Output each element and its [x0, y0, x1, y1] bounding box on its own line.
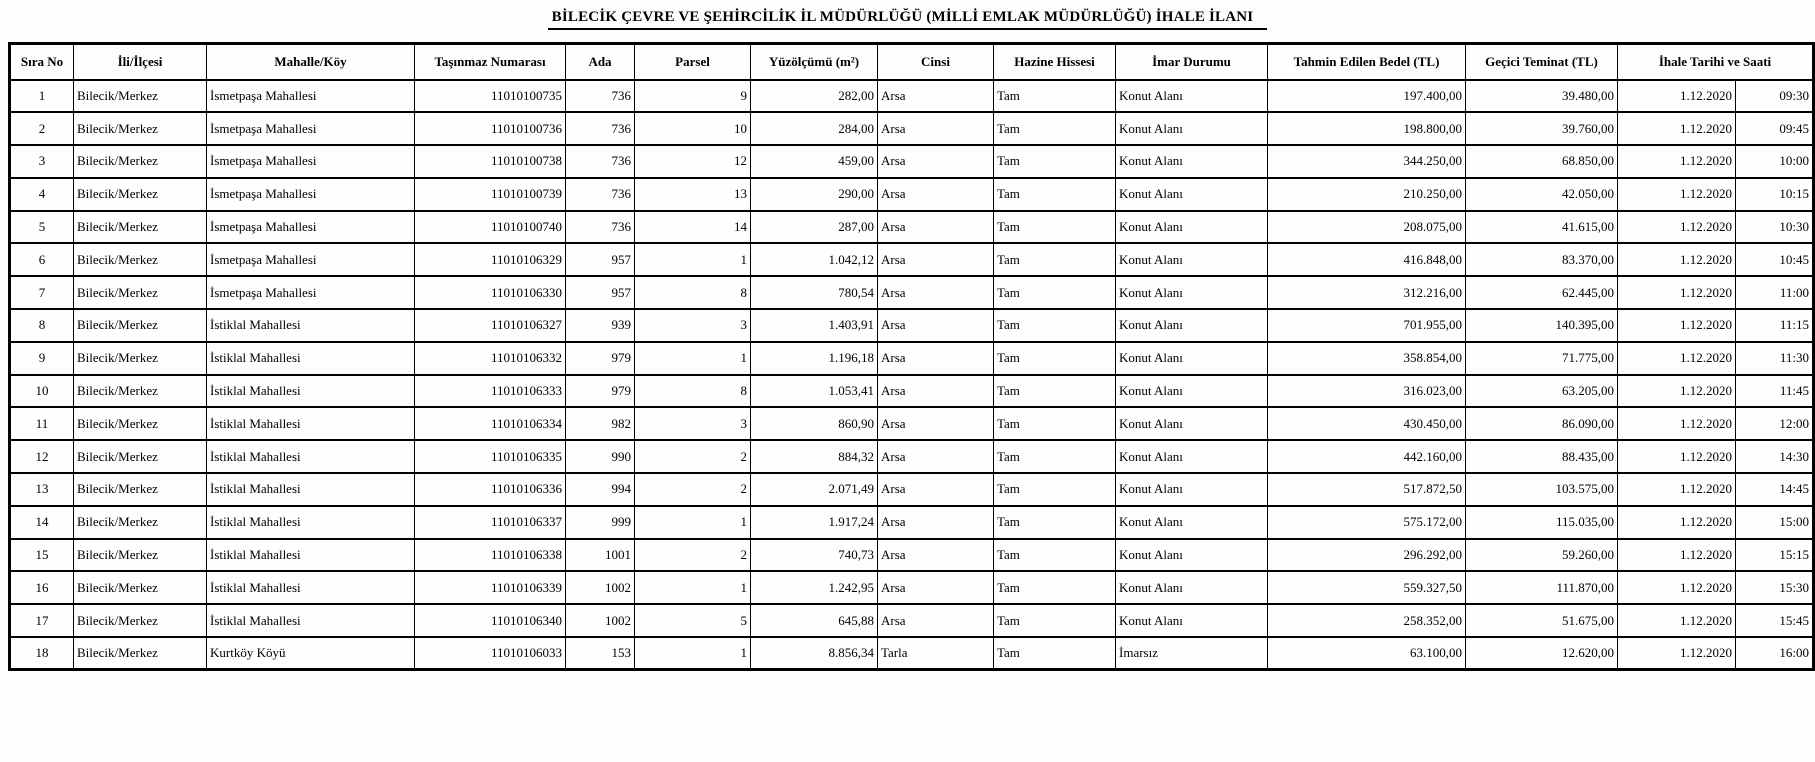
table-cell: Konut Alanı: [1116, 243, 1268, 276]
table-cell: 39.760,00: [1466, 112, 1618, 145]
table-cell: 1.242,95: [751, 571, 878, 604]
table-cell: 7: [10, 276, 74, 309]
table-cell: 15:15: [1736, 539, 1814, 572]
table-cell: 282,00: [751, 80, 878, 113]
table-cell: Tam: [994, 440, 1116, 473]
table-cell: 11010100738: [415, 145, 566, 178]
table-row: [10, 637, 1814, 670]
table-cell: 1002: [566, 571, 635, 604]
table-cell: 5: [635, 604, 751, 637]
table-cell: 11010106329: [415, 243, 566, 276]
table-cell: 103.575,00: [1466, 473, 1618, 506]
table-cell: Tam: [994, 506, 1116, 539]
table-cell: 3: [635, 309, 751, 342]
table-cell: Bilecik/Merkez: [74, 342, 207, 375]
table-cell: 1.12.2020: [1618, 440, 1736, 473]
table-cell: Tam: [994, 309, 1116, 342]
table-cell: İstiklal Mahallesi: [207, 539, 415, 572]
table-cell: 11010106338: [415, 539, 566, 572]
table-cell: Bilecik/Merkez: [74, 211, 207, 244]
table-cell: 1.042,12: [751, 243, 878, 276]
table-cell: 63.205,00: [1466, 375, 1618, 408]
table-cell: 15:45: [1736, 604, 1814, 637]
table-row: [10, 243, 1814, 276]
table-cell: 645,88: [751, 604, 878, 637]
table-cell: 296.292,00: [1268, 539, 1466, 572]
table-cell: 1.12.2020: [1618, 473, 1736, 506]
table-cell: 11010106333: [415, 375, 566, 408]
table-cell: 5: [10, 211, 74, 244]
table-cell: Bilecik/Merkez: [74, 309, 207, 342]
table-cell: Arsa: [878, 571, 994, 604]
table-cell: 358.854,00: [1268, 342, 1466, 375]
table-cell: Arsa: [878, 276, 994, 309]
table-cell: 11010106336: [415, 473, 566, 506]
table-cell: İmarsız: [1116, 637, 1268, 670]
table-cell: 11010106033: [415, 637, 566, 670]
table-cell: 86.090,00: [1466, 407, 1618, 440]
table-cell: 14: [635, 211, 751, 244]
column-header: Tahmin Edilen Bedel (TL): [1268, 44, 1466, 80]
table-cell: Bilecik/Merkez: [74, 539, 207, 572]
table-cell: 12:00: [1736, 407, 1814, 440]
table-cell: Konut Alanı: [1116, 506, 1268, 539]
table-cell: Tam: [994, 571, 1116, 604]
table-cell: 11010106340: [415, 604, 566, 637]
table-cell: 09:30: [1736, 80, 1814, 113]
table-cell: 42.050,00: [1466, 178, 1618, 211]
table-cell: Konut Alanı: [1116, 473, 1268, 506]
column-header: Mahalle/Köy: [207, 44, 415, 80]
table-cell: 999: [566, 506, 635, 539]
table-cell: Arsa: [878, 178, 994, 211]
table-cell: Tam: [994, 178, 1116, 211]
table-row: [10, 407, 1814, 440]
table-row: [10, 539, 1814, 572]
table-cell: Tam: [994, 539, 1116, 572]
table-cell: Tam: [994, 112, 1116, 145]
table-cell: 71.775,00: [1466, 342, 1618, 375]
table-cell: 2: [635, 473, 751, 506]
table-cell: 14: [10, 506, 74, 539]
column-header: İhale Tarihi ve Saati: [1618, 44, 1814, 80]
table-cell: 884,32: [751, 440, 878, 473]
table-cell: Tarla: [878, 637, 994, 670]
table-cell: 15:30: [1736, 571, 1814, 604]
table-cell: 1.12.2020: [1618, 112, 1736, 145]
table-cell: Konut Alanı: [1116, 178, 1268, 211]
table-cell: 1.403,91: [751, 309, 878, 342]
table-cell: Bilecik/Merkez: [74, 375, 207, 408]
table-cell: 208.075,00: [1268, 211, 1466, 244]
table-cell: 198.800,00: [1268, 112, 1466, 145]
table-cell: 10:15: [1736, 178, 1814, 211]
table-cell: 83.370,00: [1466, 243, 1618, 276]
table-cell: 287,00: [751, 211, 878, 244]
table-cell: 1: [635, 637, 751, 670]
table-cell: 575.172,00: [1268, 506, 1466, 539]
table-cell: 11:45: [1736, 375, 1814, 408]
table-row: [10, 571, 1814, 604]
table-cell: 957: [566, 243, 635, 276]
table-cell: 416.848,00: [1268, 243, 1466, 276]
column-header: İli/İlçesi: [74, 44, 207, 80]
table-cell: 979: [566, 375, 635, 408]
table-cell: Konut Alanı: [1116, 112, 1268, 145]
table-cell: 312.216,00: [1268, 276, 1466, 309]
table-cell: 1.12.2020: [1618, 80, 1736, 113]
table-cell: İstiklal Mahallesi: [207, 604, 415, 637]
table-cell: İstiklal Mahallesi: [207, 342, 415, 375]
table-cell: 1001: [566, 539, 635, 572]
table-cell: 68.850,00: [1466, 145, 1618, 178]
table-cell: 736: [566, 145, 635, 178]
table-cell: 13: [635, 178, 751, 211]
table-cell: 4: [10, 178, 74, 211]
table-cell: Konut Alanı: [1116, 342, 1268, 375]
table-cell: 10: [10, 375, 74, 408]
table-cell: Arsa: [878, 604, 994, 637]
table-cell: Konut Alanı: [1116, 375, 1268, 408]
table-cell: Tam: [994, 80, 1116, 113]
table-cell: 1.12.2020: [1618, 506, 1736, 539]
table-cell: Konut Alanı: [1116, 80, 1268, 113]
table-cell: Konut Alanı: [1116, 211, 1268, 244]
table-cell: 1.12.2020: [1618, 178, 1736, 211]
table-cell: Tam: [994, 375, 1116, 408]
table-cell: 258.352,00: [1268, 604, 1466, 637]
table-cell: 9: [10, 342, 74, 375]
table-cell: 11010106339: [415, 571, 566, 604]
table-cell: Arsa: [878, 342, 994, 375]
table-cell: 1.196,18: [751, 342, 878, 375]
column-header: Cinsi: [878, 44, 994, 80]
table-cell: Bilecik/Merkez: [74, 243, 207, 276]
table-cell: 1.12.2020: [1618, 145, 1736, 178]
table-cell: Konut Alanı: [1116, 571, 1268, 604]
table-cell: Tam: [994, 407, 1116, 440]
table-row: [10, 80, 1814, 113]
table-cell: 1.12.2020: [1618, 407, 1736, 440]
table-cell: 11010100739: [415, 178, 566, 211]
table-cell: İstiklal Mahallesi: [207, 375, 415, 408]
table-cell: 11010100740: [415, 211, 566, 244]
table-cell: Bilecik/Merkez: [74, 506, 207, 539]
table-cell: İstiklal Mahallesi: [207, 309, 415, 342]
table-cell: 16:00: [1736, 637, 1814, 670]
table-cell: 62.445,00: [1466, 276, 1618, 309]
table-row: [10, 342, 1814, 375]
table-cell: 284,00: [751, 112, 878, 145]
table-cell: 10: [635, 112, 751, 145]
table-cell: 12: [10, 440, 74, 473]
table-cell: Tam: [994, 604, 1116, 637]
table-cell: 1.12.2020: [1618, 342, 1736, 375]
page-title: BİLECİK ÇEVRE VE ŞEHİRCİLİK İL MÜDÜRLÜĞÜ (MİLLİ EMLAK MÜDÜRLÜĞÜ) İHALE İLANI: [548, 9, 1268, 30]
table-row: [10, 604, 1814, 637]
table-cell: 316.023,00: [1268, 375, 1466, 408]
table-cell: Bilecik/Merkez: [74, 276, 207, 309]
table-cell: Arsa: [878, 473, 994, 506]
table-cell: İstiklal Mahallesi: [207, 440, 415, 473]
table-cell: Konut Alanı: [1116, 604, 1268, 637]
table-cell: 957: [566, 276, 635, 309]
table-cell: 14:45: [1736, 473, 1814, 506]
column-header: Hazine Hissesi: [994, 44, 1116, 80]
table-cell: Bilecik/Merkez: [74, 178, 207, 211]
table-cell: 344.250,00: [1268, 145, 1466, 178]
table-cell: 1.12.2020: [1618, 375, 1736, 408]
table-cell: İsmetpaşa Mahallesi: [207, 276, 415, 309]
table-cell: 939: [566, 309, 635, 342]
table-cell: Bilecik/Merkez: [74, 571, 207, 604]
table-cell: Arsa: [878, 375, 994, 408]
table-cell: 559.327,50: [1268, 571, 1466, 604]
table-cell: İstiklal Mahallesi: [207, 571, 415, 604]
title-bar: [0, 0, 1815, 42]
table-cell: 9: [635, 80, 751, 113]
table-cell: 8: [635, 276, 751, 309]
table-cell: Konut Alanı: [1116, 407, 1268, 440]
table-cell: 140.395,00: [1466, 309, 1618, 342]
table-cell: Tam: [994, 211, 1116, 244]
table-cell: 18: [10, 637, 74, 670]
table-cell: Tam: [994, 637, 1116, 670]
table-cell: 11010100735: [415, 80, 566, 113]
table-cell: 3: [10, 145, 74, 178]
table-cell: 88.435,00: [1466, 440, 1618, 473]
table-cell: 459,00: [751, 145, 878, 178]
table-cell: Arsa: [878, 407, 994, 440]
table-cell: 1.12.2020: [1618, 539, 1736, 572]
table-cell: 8: [10, 309, 74, 342]
table-cell: Tam: [994, 342, 1116, 375]
table-cell: Arsa: [878, 112, 994, 145]
column-header: Sıra No: [10, 44, 74, 80]
table-cell: 197.400,00: [1268, 80, 1466, 113]
table-cell: 517.872,50: [1268, 473, 1466, 506]
table-cell: 10:30: [1736, 211, 1814, 244]
table-cell: Arsa: [878, 506, 994, 539]
table-cell: İstiklal Mahallesi: [207, 473, 415, 506]
table-cell: 10:45: [1736, 243, 1814, 276]
table-cell: 16: [10, 571, 74, 604]
table-cell: 1.12.2020: [1618, 276, 1736, 309]
table-cell: 701.955,00: [1268, 309, 1466, 342]
table-cell: 1.053,41: [751, 375, 878, 408]
table-cell: 2.071,49: [751, 473, 878, 506]
table-cell: İstiklal Mahallesi: [207, 407, 415, 440]
table-cell: İsmetpaşa Mahallesi: [207, 145, 415, 178]
table-cell: 1002: [566, 604, 635, 637]
table-cell: 11010106337: [415, 506, 566, 539]
table-cell: Bilecik/Merkez: [74, 637, 207, 670]
table-cell: Tam: [994, 276, 1116, 309]
table-cell: 1: [10, 80, 74, 113]
table-cell: 10:00: [1736, 145, 1814, 178]
table-cell: Arsa: [878, 211, 994, 244]
table-cell: 2: [635, 440, 751, 473]
table-cell: 11010100736: [415, 112, 566, 145]
table-cell: Arsa: [878, 243, 994, 276]
table-cell: 12.620,00: [1466, 637, 1618, 670]
table-cell: İsmetpaşa Mahallesi: [207, 243, 415, 276]
table-cell: 736: [566, 211, 635, 244]
table-cell: Konut Alanı: [1116, 539, 1268, 572]
table-cell: 17: [10, 604, 74, 637]
table-cell: 59.260,00: [1466, 539, 1618, 572]
table-cell: Bilecik/Merkez: [74, 407, 207, 440]
table-cell: 780,54: [751, 276, 878, 309]
table-row: [10, 440, 1814, 473]
table-cell: 11010106334: [415, 407, 566, 440]
table-cell: 15:00: [1736, 506, 1814, 539]
table-cell: Bilecik/Merkez: [74, 80, 207, 113]
table-row: [10, 276, 1814, 309]
table-cell: 1.12.2020: [1618, 243, 1736, 276]
table-cell: 2: [635, 539, 751, 572]
table-cell: 6: [10, 243, 74, 276]
table-cell: 1.12.2020: [1618, 571, 1736, 604]
column-header: Ada: [566, 44, 635, 80]
table-cell: Konut Alanı: [1116, 145, 1268, 178]
table-cell: 8: [635, 375, 751, 408]
table-cell: 1: [635, 506, 751, 539]
table-cell: Bilecik/Merkez: [74, 440, 207, 473]
column-header: İmar Durumu: [1116, 44, 1268, 80]
table-cell: Arsa: [878, 145, 994, 178]
table-cell: İsmetpaşa Mahallesi: [207, 112, 415, 145]
table-cell: 14:30: [1736, 440, 1814, 473]
table-cell: 860,90: [751, 407, 878, 440]
table-cell: Kurtköy Köyü: [207, 637, 415, 670]
table-cell: 51.675,00: [1466, 604, 1618, 637]
table-cell: 442.160,00: [1268, 440, 1466, 473]
table-cell: Konut Alanı: [1116, 440, 1268, 473]
table-cell: 15: [10, 539, 74, 572]
table-cell: İsmetpaşa Mahallesi: [207, 211, 415, 244]
table-cell: 430.450,00: [1268, 407, 1466, 440]
table-row: [10, 309, 1814, 342]
table-cell: 736: [566, 80, 635, 113]
table-cell: 210.250,00: [1268, 178, 1466, 211]
table-cell: 115.035,00: [1466, 506, 1618, 539]
table-cell: 12: [635, 145, 751, 178]
table-cell: Tam: [994, 145, 1116, 178]
table-cell: 13: [10, 473, 74, 506]
table-cell: 09:45: [1736, 112, 1814, 145]
table-cell: 1.12.2020: [1618, 211, 1736, 244]
table-cell: 11:15: [1736, 309, 1814, 342]
table-cell: 1.12.2020: [1618, 637, 1736, 670]
table-cell: 1.12.2020: [1618, 604, 1736, 637]
table-cell: 979: [566, 342, 635, 375]
table-cell: Bilecik/Merkez: [74, 473, 207, 506]
table-row: [10, 473, 1814, 506]
table-cell: 1.917,24: [751, 506, 878, 539]
table-cell: Arsa: [878, 440, 994, 473]
table-cell: Arsa: [878, 309, 994, 342]
table-cell: 1.12.2020: [1618, 309, 1736, 342]
table-row: [10, 375, 1814, 408]
table-row: [10, 145, 1814, 178]
table-cell: 63.100,00: [1268, 637, 1466, 670]
table-cell: Bilecik/Merkez: [74, 145, 207, 178]
table-cell: 3: [635, 407, 751, 440]
table-cell: Tam: [994, 473, 1116, 506]
table-cell: 39.480,00: [1466, 80, 1618, 113]
table-cell: 153: [566, 637, 635, 670]
table-cell: 740,73: [751, 539, 878, 572]
table-cell: 11:30: [1736, 342, 1814, 375]
column-header: Yüzölçümü (m²): [751, 44, 878, 80]
table-cell: 994: [566, 473, 635, 506]
table-header-row: [10, 44, 1814, 80]
table-cell: 11010106332: [415, 342, 566, 375]
table-cell: 1: [635, 571, 751, 604]
table-cell: Arsa: [878, 80, 994, 113]
table-cell: Konut Alanı: [1116, 309, 1268, 342]
table-cell: 990: [566, 440, 635, 473]
table-row: [10, 112, 1814, 145]
auction-table: [8, 42, 1815, 671]
table-cell: 11010106327: [415, 309, 566, 342]
table-cell: İsmetpaşa Mahallesi: [207, 178, 415, 211]
table-cell: Konut Alanı: [1116, 276, 1268, 309]
table-cell: 11010106335: [415, 440, 566, 473]
table-cell: Arsa: [878, 539, 994, 572]
table-cell: 1: [635, 243, 751, 276]
table-cell: 111.870,00: [1466, 571, 1618, 604]
table-cell: Bilecik/Merkez: [74, 112, 207, 145]
table-cell: 736: [566, 112, 635, 145]
table-cell: Tam: [994, 243, 1116, 276]
table-row: [10, 178, 1814, 211]
table-cell: 2: [10, 112, 74, 145]
column-header: Taşınmaz Numarası: [415, 44, 566, 80]
table-cell: 290,00: [751, 178, 878, 211]
table-cell: 11010106330: [415, 276, 566, 309]
table-cell: İsmetpaşa Mahallesi: [207, 80, 415, 113]
table-cell: 41.615,00: [1466, 211, 1618, 244]
table-cell: 8.856,34: [751, 637, 878, 670]
table-row: [10, 211, 1814, 244]
table-cell: 11:00: [1736, 276, 1814, 309]
table-cell: 1: [635, 342, 751, 375]
table-cell: 11: [10, 407, 74, 440]
table-cell: 736: [566, 178, 635, 211]
table-cell: 982: [566, 407, 635, 440]
table-cell: Bilecik/Merkez: [74, 604, 207, 637]
table-row: [10, 506, 1814, 539]
column-header: Geçici Teminat (TL): [1466, 44, 1618, 80]
column-header: Parsel: [635, 44, 751, 80]
table-cell: İstiklal Mahallesi: [207, 506, 415, 539]
